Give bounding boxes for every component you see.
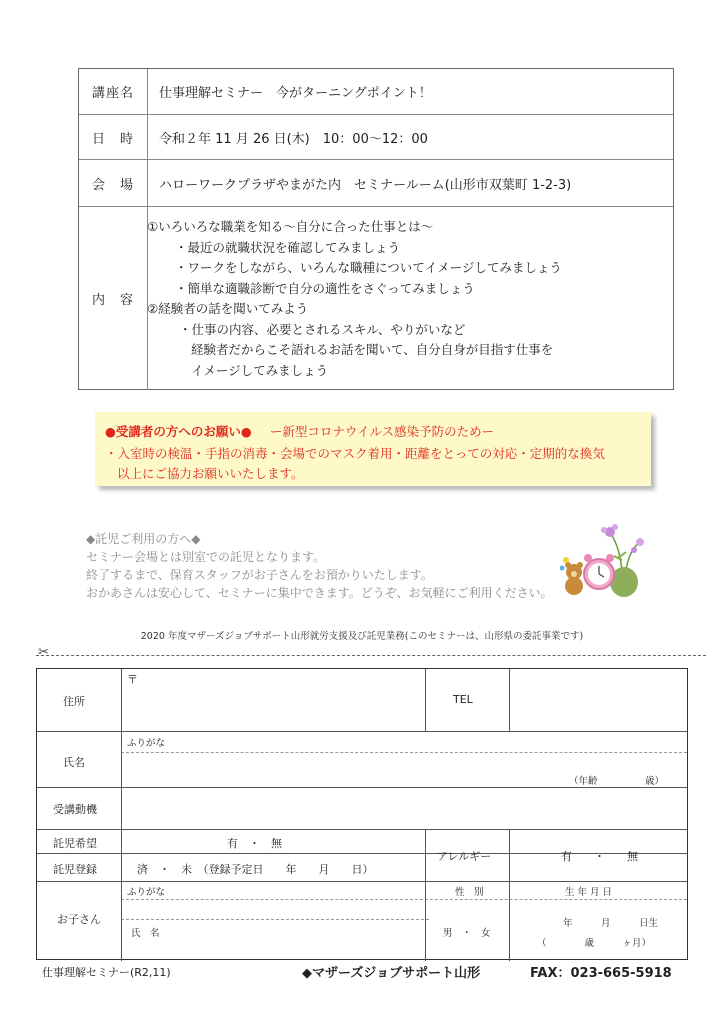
- child-label: お子さん: [57, 913, 101, 926]
- venue-value: ハローワークプラザやまがた内 セミナールーム(山形市双葉町 1-2-3): [159, 178, 572, 193]
- allergy-options[interactable]: 有 ・ 無: [561, 850, 638, 863]
- content-label: 内 容: [79, 207, 148, 390]
- content-line: ②経験者の話を聞いてみよう: [147, 301, 309, 316]
- notice-subheading: ー新型コロナウイルス感染予防のためー: [269, 424, 495, 439]
- course-label: 講座名: [79, 69, 148, 114]
- childcare-registration-options[interactable]: 済 ・ 未 （登録予定日 年 月 日）: [137, 863, 374, 876]
- motive-input[interactable]: [127, 791, 683, 825]
- content-lines: [147, 217, 562, 381]
- covid-notice: [95, 412, 651, 486]
- name-label: 氏名: [63, 756, 85, 769]
- organization-name: ◆マザーズジョブサポート山形: [302, 966, 481, 981]
- childcare-registration-label: 託児登録: [53, 863, 97, 876]
- content-line: ・仕事の内容、必要とされるスキル、やりがいなど: [179, 321, 466, 337]
- application-form: [36, 668, 688, 960]
- datetime-label: 日 時: [79, 115, 148, 160]
- childcare-line3: おかあさんは安心して、セミナーに集中できます。どうぞ、お気軽にご利用ください。: [86, 586, 553, 600]
- child-age-field[interactable]: （ 歳 ヶ月）: [537, 938, 652, 949]
- venue-row: [79, 159, 673, 207]
- notice-line2: 以上にご協力お願いいたします。: [117, 466, 304, 481]
- fax-number: FAX：023-665-5918: [530, 966, 672, 981]
- content-line: ①いろいろな職業を知る～自分に合った仕事とは～: [147, 219, 434, 234]
- notice-line1: ・入室時の検温・手指の消毒・会場でのマスク着用・距離をとっての対応・定期的な換気: [105, 446, 605, 461]
- childcare-line2: 終了するまで、保育スタッフがお子さんをお預かりいたします。: [86, 568, 433, 582]
- content-row: [79, 206, 673, 390]
- venue-label: 会 場: [79, 160, 148, 207]
- childcare-heading: ◆託児ご利用の方へ◆: [86, 532, 201, 546]
- allergy-label: アレルギー: [437, 850, 492, 863]
- cut-line: [36, 655, 706, 656]
- childcare-wish-label: 託児希望: [53, 837, 97, 850]
- child-furigana-label: ふりがな: [127, 887, 166, 898]
- content-line: イメージしてみましょう: [191, 362, 329, 378]
- course-row: [79, 69, 673, 114]
- birthdate-label: 生 年 月 日: [565, 887, 613, 898]
- child-name-label: 氏 名: [131, 928, 160, 939]
- content-line: ・最近の就職状況を確認してみましょう: [175, 239, 401, 255]
- address-input[interactable]: [127, 683, 419, 727]
- notice-heading: ●受講者の方へのお願い●: [105, 424, 252, 439]
- postal-mark: 〒: [127, 673, 138, 686]
- datetime-row: [79, 114, 673, 160]
- childcare-wish-options[interactable]: 有 ・ 無: [227, 837, 282, 850]
- age-field[interactable]: （年齢 歳）: [569, 776, 665, 787]
- childcare-line1: セミナー会場とは別室での託児となります。: [86, 550, 326, 564]
- name-furigana-label: ふりがな: [127, 738, 166, 749]
- tel-input[interactable]: [513, 673, 683, 727]
- name-input[interactable]: [127, 755, 667, 773]
- gender-options[interactable]: 男 ・ 女: [443, 928, 491, 939]
- gender-label: 性 別: [455, 887, 484, 898]
- address-label: 住所: [63, 695, 85, 708]
- datetime-value: 令和２年 11 月 26 日(木) 10：00～12：00: [159, 132, 428, 147]
- birthdate-field[interactable]: 年 月 日生: [563, 918, 659, 929]
- teddy-bear-icon: [560, 557, 583, 595]
- child-name-input[interactable]: [177, 905, 417, 955]
- course-value: 仕事理解セミナー 今がターニングポイント！: [159, 86, 432, 101]
- content-line: ・簡単な適職診断で自分の適性をさぐってみましょう: [175, 280, 475, 296]
- tel-label: TEL: [453, 693, 473, 706]
- clock-icon: [584, 554, 614, 589]
- childcare-illustration: [560, 520, 650, 600]
- seminar-info-table: [78, 68, 674, 390]
- form-code: 仕事理解セミナー(R2,11): [42, 966, 171, 979]
- scissors-icon: ✂: [38, 645, 49, 660]
- motive-label: 受講動機: [53, 803, 97, 816]
- content-line: ・ワークをしながら、いろんな職種についてイメージしてみましょう: [175, 260, 562, 275]
- footnote: 2020 年度マザーズジョブサポート山形就労支援及び託児業務(このセミナーは、山形県の委託事業です): [140, 631, 584, 642]
- content-line: 経験者だからこそ語れるお話を聞いて、自分自身が目指す仕事を: [191, 342, 554, 357]
